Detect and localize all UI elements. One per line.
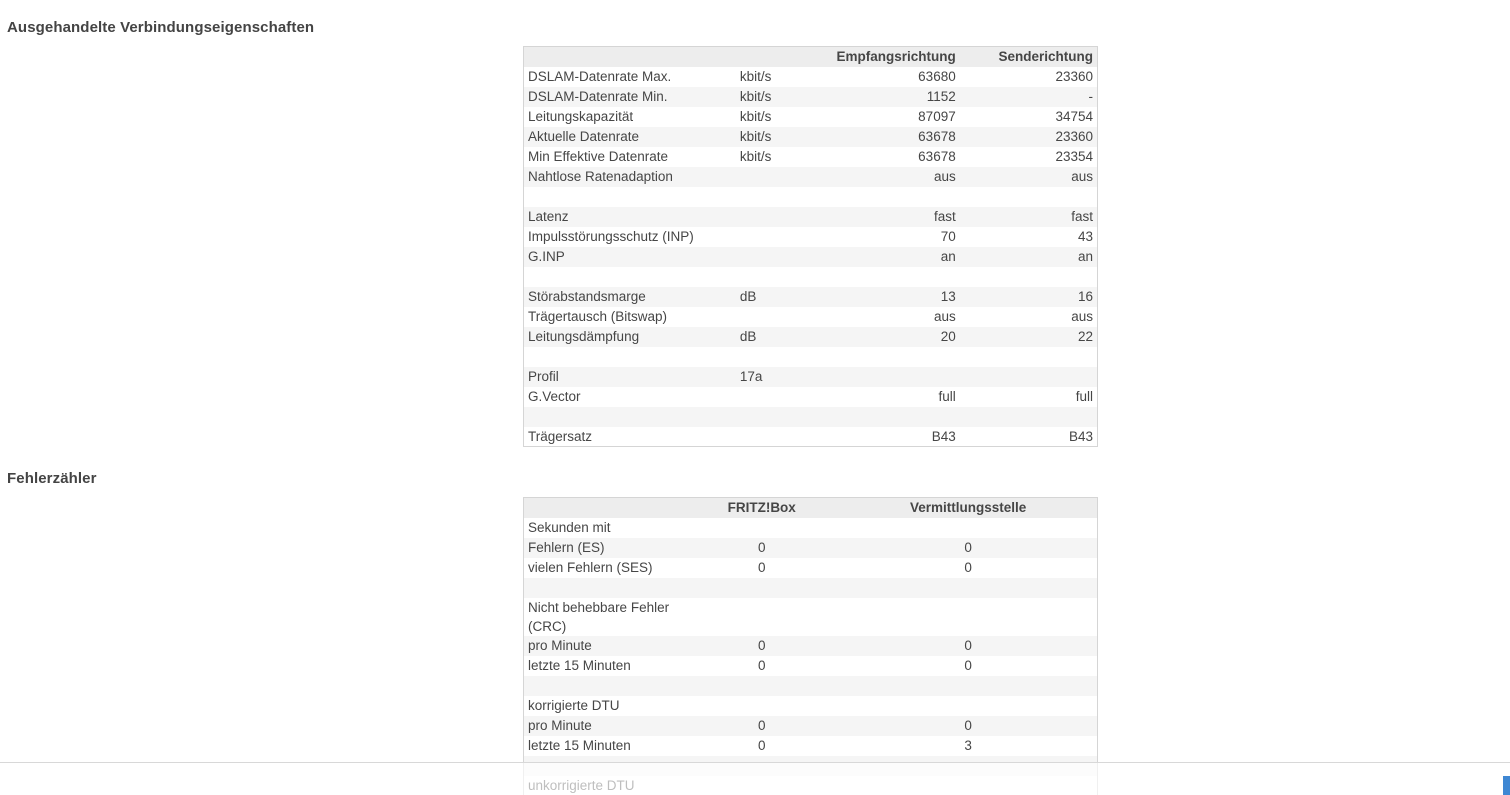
value-receive: aus (933, 309, 956, 324)
value-fritzbox: 0 (757, 540, 766, 555)
sticky-footer-overlay (0, 762, 1510, 795)
value-send (960, 367, 1098, 387)
value-exchange: 0 (964, 540, 972, 555)
value-send: - (1088, 89, 1093, 104)
table-row (524, 147, 1098, 167)
row-label: vielen Fehlern (SES) (528, 560, 653, 575)
value-send: 43 (1077, 229, 1093, 244)
row-label (524, 407, 736, 427)
row-label: DSLAM-Datenrate Min. (528, 89, 668, 104)
value-receive (799, 407, 960, 427)
row-label: Fehlern (ES) (528, 540, 605, 555)
row-label: DSLAM-Datenrate Max. (528, 69, 672, 84)
table-row (524, 558, 1098, 578)
row-label: Impulsstörungsschutz (INP) (528, 229, 694, 244)
value-exchange (839, 518, 1097, 538)
row-label: Störabstandsmarge (528, 289, 646, 304)
row-unit: kbit/s (739, 89, 772, 104)
row-label (524, 676, 685, 696)
table-row (524, 207, 1098, 227)
value-fritzbox (684, 518, 839, 538)
value-send: B43 (1068, 428, 1093, 444)
value-receive: 63680 (918, 69, 956, 84)
value-fritzbox (684, 696, 839, 716)
value-receive: an (940, 249, 956, 264)
value-receive (799, 367, 960, 387)
table-row (524, 347, 1098, 367)
table-header-row (524, 498, 1098, 518)
row-unit: dB (739, 329, 757, 344)
value-fritzbox (684, 578, 839, 598)
row-label (524, 267, 736, 287)
table-row (524, 598, 1098, 636)
value-send: 16 (1077, 289, 1093, 304)
value-send (960, 407, 1098, 427)
value-receive: 1152 (926, 89, 956, 104)
table-row (524, 578, 1098, 598)
value-exchange: 0 (964, 638, 972, 653)
table-row (524, 716, 1098, 736)
row-label (524, 578, 685, 598)
column-header-fritzbox: FRITZ!Box (684, 498, 839, 518)
row-label: Nicht behebbare Fehler (CRC) (528, 599, 670, 634)
connection-properties-table (523, 46, 1098, 447)
table-row (524, 427, 1098, 447)
value-send: 23354 (1055, 149, 1093, 164)
value-receive: 70 (940, 229, 956, 244)
vertical-scrollbar-thumb[interactable] (1503, 776, 1510, 795)
row-unit (736, 167, 799, 187)
row-unit: dB (739, 289, 757, 304)
value-fritzbox: 0 (757, 560, 766, 575)
row-unit (736, 247, 799, 267)
value-fritzbox: 0 (757, 638, 766, 653)
value-exchange (839, 578, 1097, 598)
row-unit (736, 427, 799, 447)
column-header-receive-direction: Empfangsrichtung (799, 47, 960, 67)
table-row (524, 87, 1098, 107)
value-receive: full (938, 389, 956, 404)
value-receive: 20 (940, 329, 956, 344)
value-send: full (1075, 389, 1093, 404)
row-label: Sekunden mit (528, 520, 611, 535)
value-receive: 63678 (918, 149, 956, 164)
row-label: Profil (528, 369, 559, 384)
table-row (524, 636, 1098, 656)
value-send: 34754 (1055, 109, 1093, 124)
value-send: aus (1071, 309, 1093, 324)
column-header-label (524, 47, 736, 67)
table-header-row (524, 47, 1098, 67)
value-receive: B43 (931, 428, 956, 444)
row-unit (736, 407, 799, 427)
row-label (524, 187, 736, 207)
table-row (524, 676, 1098, 696)
value-receive: 87097 (918, 109, 956, 124)
row-label: Nahtlose Ratenadaption (528, 169, 673, 184)
value-exchange: 3 (964, 738, 972, 753)
table-row (524, 367, 1098, 387)
row-label (524, 347, 736, 367)
table-row (524, 167, 1098, 187)
section-title-error-counters: Fehlerzähler (7, 470, 97, 487)
value-receive: fast (933, 209, 956, 224)
table-row (524, 247, 1098, 267)
connection-properties-body (524, 67, 1098, 447)
error-counters-table (523, 497, 1098, 795)
row-unit (736, 187, 799, 207)
column-header-exchange: Vermittlungsstelle (839, 498, 1097, 518)
table-row (524, 518, 1098, 538)
row-label: pro Minute (528, 718, 592, 733)
value-send: an (1077, 249, 1093, 264)
value-send (960, 187, 1098, 207)
value-fritzbox: 0 (757, 658, 766, 673)
row-label: pro Minute (528, 638, 592, 653)
value-exchange: 0 (964, 718, 972, 733)
row-label: Leitungskapazität (528, 109, 634, 124)
table-row (524, 538, 1098, 558)
row-label: letzte 15 Minuten (528, 738, 631, 753)
row-unit (736, 307, 799, 327)
table-row (524, 67, 1098, 87)
value-send (960, 267, 1098, 287)
table-row (524, 287, 1098, 307)
row-label: Trägertausch (Bitswap) (528, 309, 668, 324)
value-exchange: 0 (964, 560, 972, 575)
row-label: letzte 15 Minuten (528, 658, 631, 673)
row-label: korrigierte DTU (528, 698, 620, 713)
error-counters-body (524, 518, 1098, 795)
row-unit (736, 267, 799, 287)
table-row (524, 327, 1098, 347)
row-unit: 17a (739, 369, 763, 384)
row-label: Leitungsdämpfung (528, 329, 640, 344)
column-header-send-direction: Senderichtung (960, 47, 1098, 67)
value-exchange (839, 598, 1097, 636)
value-send: aus (1071, 169, 1093, 184)
value-send: 23360 (1055, 69, 1093, 84)
table-row (524, 227, 1098, 247)
value-exchange (839, 676, 1097, 696)
value-send (960, 347, 1098, 367)
table-row (524, 187, 1098, 207)
table-row (524, 127, 1098, 147)
column-header-unit (736, 47, 799, 67)
row-unit (736, 227, 799, 247)
row-label: G.INP (528, 249, 565, 264)
value-receive: aus (933, 169, 956, 184)
row-unit (736, 347, 799, 367)
row-unit: kbit/s (739, 149, 772, 164)
value-send: 22 (1077, 329, 1093, 344)
value-exchange (839, 696, 1097, 716)
table-row (524, 267, 1098, 287)
value-receive (799, 187, 960, 207)
value-fritzbox: 0 (757, 738, 766, 753)
table-row (524, 307, 1098, 327)
column-header-label (524, 498, 685, 518)
value-exchange: 0 (964, 658, 972, 673)
table-row (524, 107, 1098, 127)
value-send: 23360 (1055, 129, 1093, 144)
row-label: G.Vector (528, 389, 581, 404)
table-row (524, 696, 1098, 716)
value-fritzbox (684, 676, 839, 696)
row-unit: kbit/s (739, 129, 772, 144)
table-row (524, 656, 1098, 676)
row-label: Latenz (528, 209, 569, 224)
row-label: Aktuelle Datenrate (528, 129, 640, 144)
table-row (524, 407, 1098, 427)
value-receive: 63678 (918, 129, 956, 144)
row-unit: kbit/s (739, 69, 772, 84)
row-unit: kbit/s (739, 109, 772, 124)
section-title-connection-properties: Ausgehandelte Verbindungseigenschaften (7, 19, 315, 36)
row-unit (736, 387, 799, 407)
value-fritzbox: 0 (757, 718, 766, 733)
row-unit (736, 207, 799, 227)
table-row (524, 736, 1098, 756)
row-label: Trägersatz (528, 428, 593, 444)
table-row (524, 387, 1098, 407)
value-send: fast (1071, 209, 1093, 224)
value-receive (799, 347, 960, 367)
value-receive: 13 (940, 289, 956, 304)
value-receive (799, 267, 960, 287)
row-label: Min Effektive Datenrate (528, 149, 669, 164)
value-fritzbox (684, 598, 839, 636)
